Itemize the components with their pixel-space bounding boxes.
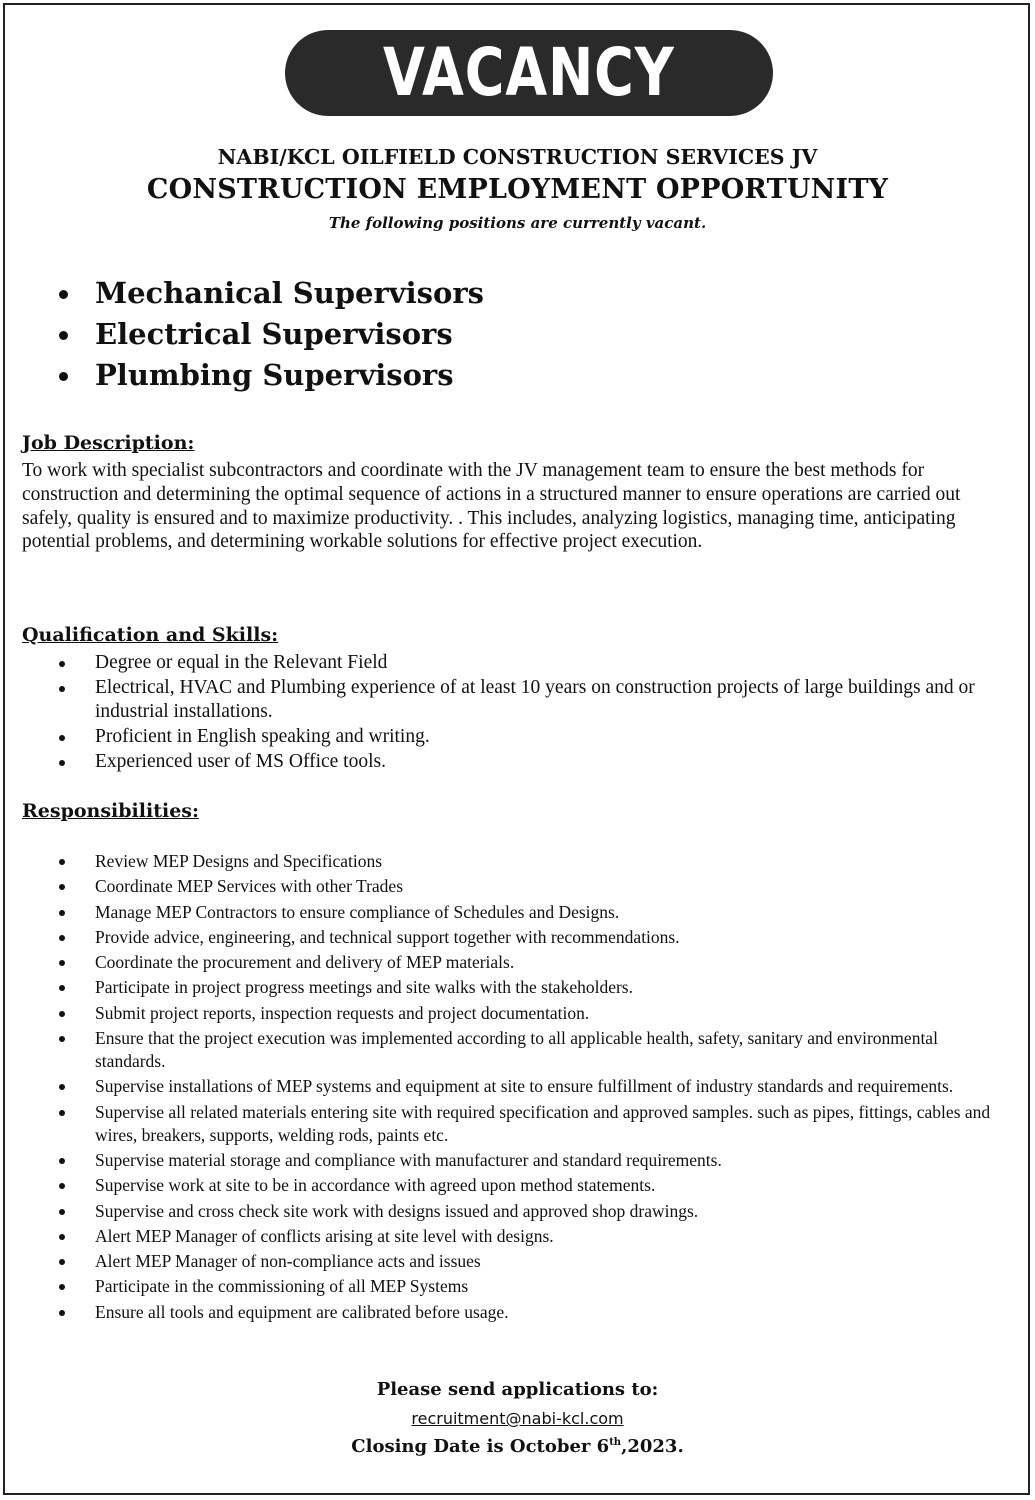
responsibility-item: Manage MEP Contractors to ensure compliance of Schedules and Designs.: [57, 901, 997, 924]
position-item: Plumbing Supervisors: [57, 355, 484, 396]
qualifications-title: Qualification and Skills:: [22, 624, 279, 646]
application-email-link[interactable]: recruitment@nabi-kcl.com: [411, 1409, 624, 1428]
qualification-item: Electrical, HVAC and Plumbing experience of at least 10 years on construction projects of large buildings and or industrial installations.: [57, 676, 997, 724]
closing-date: [0, 1436, 1035, 1457]
responsibilities-list: [57, 850, 997, 1326]
responsibility-item: Supervise material storage and compliance with manufacturer and standard requirements.: [57, 1149, 997, 1172]
responsibility-item: Supervise work at site to be in accordance with agreed upon method statements.: [57, 1174, 997, 1197]
job-description-text: To work with specialist subcontractors and coordinate with the JV management team to ensure the best methods for construction and determining the optimal sequence of actions in a structured manner to ensure operations are carried out safely, quality is ensured and to maximize productivity. . This includes, analyzing logistics, managing time, anticipating potential problems, and determining workable solutions for effective project execution.: [22, 460, 961, 553]
responsibility-item: Ensure that the project execution was implemented according to all applicable health, safety, sanitary and environmental standards.: [57, 1027, 997, 1073]
position-item: Electrical Supervisors: [57, 314, 484, 355]
positions-list: [57, 273, 484, 396]
responsibility-item: Participate in project progress meetings and site walks with the stakeholders.: [57, 976, 997, 999]
responsibility-item: Supervise installations of MEP systems and equipment at site to ensure fulfillment of industry standards and requirements.: [57, 1075, 997, 1098]
qualifications-list: [57, 651, 997, 774]
page-subline: The following positions are currently vacant.: [328, 214, 707, 232]
responsibility-item: Coordinate the procurement and delivery of MEP materials.: [57, 951, 997, 974]
vacancy-banner: [285, 30, 773, 116]
qualification-item: Degree or equal in the Relevant Field: [57, 651, 997, 675]
qualification-item: Proficient in English speaking and writing.: [57, 725, 997, 749]
company-name: NABI/KCL OILFIELD CONSTRUCTION SERVICES JV: [217, 145, 818, 169]
apply-label: Please send applications to:: [376, 1379, 659, 1400]
responsibility-item: Supervise all related materials entering site with required specification and approved samples. such as pipes, fittings, cables and wires, breakers, supports, welding rods, paints etc.: [57, 1101, 997, 1147]
responsibility-item: Review MEP Designs and Specifications: [57, 850, 997, 873]
responsibilities-title: Responsibilities:: [22, 800, 199, 822]
job-description-title: Job Description:: [22, 432, 195, 454]
position-item: Mechanical Supervisors: [57, 273, 484, 314]
page-headline: CONSTRUCTION EMPLOYMENT OPPORTUNITY: [146, 174, 889, 205]
responsibility-item: Submit project reports, inspection requests and project documentation.: [57, 1002, 997, 1025]
banner-title: VACANCY: [383, 34, 675, 111]
responsibility-item: Supervise and cross check site work with designs issued and approved shop drawings.: [57, 1200, 997, 1223]
responsibility-item: Ensure all tools and equipment are calibrated before usage.: [57, 1301, 997, 1324]
closing-date-prefix: Closing Date is October 6: [351, 1436, 610, 1457]
responsibility-item: Participate in the commissioning of all MEP Systems: [57, 1275, 997, 1298]
qualification-item: Experienced user of MS Office tools.: [57, 750, 997, 774]
responsibility-item: Alert MEP Manager of conflicts arising at site level with designs.: [57, 1225, 997, 1248]
closing-date-suffix: ,2023.: [621, 1436, 684, 1457]
closing-date-ordinal: th: [609, 1437, 622, 1448]
responsibility-item: Coordinate MEP Services with other Trades: [57, 875, 997, 898]
responsibility-item: Alert MEP Manager of non-compliance acts and issues: [57, 1250, 997, 1273]
responsibility-item: Provide advice, engineering, and technical support together with recommendations.: [57, 926, 997, 949]
